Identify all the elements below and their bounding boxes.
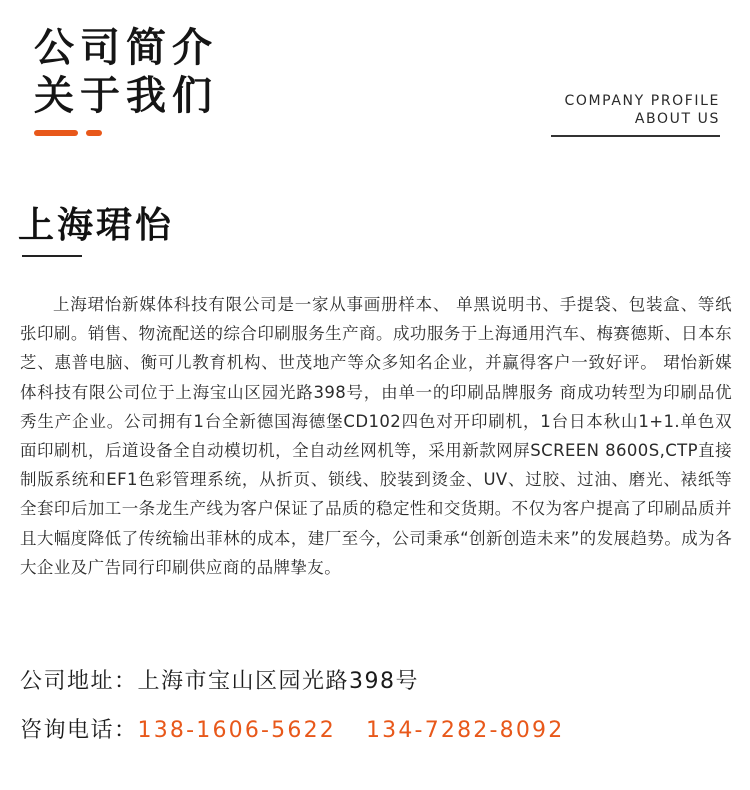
page-title-line-2: 关于我们 bbox=[34, 73, 218, 119]
subtitle-line-2: ABOUT US bbox=[634, 111, 720, 127]
company-description: 上海珺怡新媒体科技有限公司是一家从事画册样本、 单黑说明书、手提袋、包装盒、等纸张印刷。销售、物流配送的综合印刷服务生产商。成功服务于上海通用汽车、梅赛德斯、日本东芝、惠普电脑、衡可儿教育机构、世茂地产等众多知名企业，并赢得客户一致好评。 珺怡新媒体科技有限公司位于上海宝山区园光路398号，由单一的印刷品牌服务 商成功转型为印刷品优秀生产企业。公司拥有1台全新德国海德堡CD102四色对开印刷机，1台日本秋山1+1.单色双面印刷机，后道设备全自动模切机，全自动丝网机等，采用新款网屏SCREEN 8600S,CTP直接制版系统和EF1色彩管理系统，从折页、锁线、胶装到烫金、UV、过胶、过油、磨光、裱纸等全套印后加工一条龙生产线为客户保证了品质的稳定性和交货期。不仅为客户提高了印刷品质并且大幅度降低了传统输出菲林的成本，建厂至今，公司秉承“创新创造未来”的发展趋势。成为各大企业及广告同行印刷供应商的品牌挚友。 bbox=[20, 295, 732, 577]
title-accent-bar bbox=[34, 130, 102, 136]
page-title-block bbox=[34, 24, 218, 120]
english-subtitle-block bbox=[565, 92, 721, 128]
phone-row bbox=[20, 715, 564, 747]
accent-bar-long bbox=[34, 130, 78, 136]
company-name-heading: 上海珺怡 bbox=[18, 205, 175, 246]
company-name-underline bbox=[22, 255, 82, 257]
page-title-line-1: 公司简介 bbox=[34, 25, 218, 71]
subtitle-divider bbox=[551, 135, 720, 137]
address-row bbox=[20, 666, 419, 698]
subtitle-line-1: COMPANY PROFILE bbox=[564, 93, 720, 109]
phone-number-2[interactable]: 134-7282-8092 bbox=[365, 718, 565, 743]
address-label: 公司地址： bbox=[20, 669, 138, 694]
phone-number-1[interactable]: 138-1606-5622 bbox=[137, 718, 336, 743]
phone-label: 咨询电话： bbox=[20, 718, 138, 743]
accent-bar-short bbox=[86, 130, 102, 136]
address-value: 上海市宝山区园光路398号 bbox=[137, 669, 420, 694]
